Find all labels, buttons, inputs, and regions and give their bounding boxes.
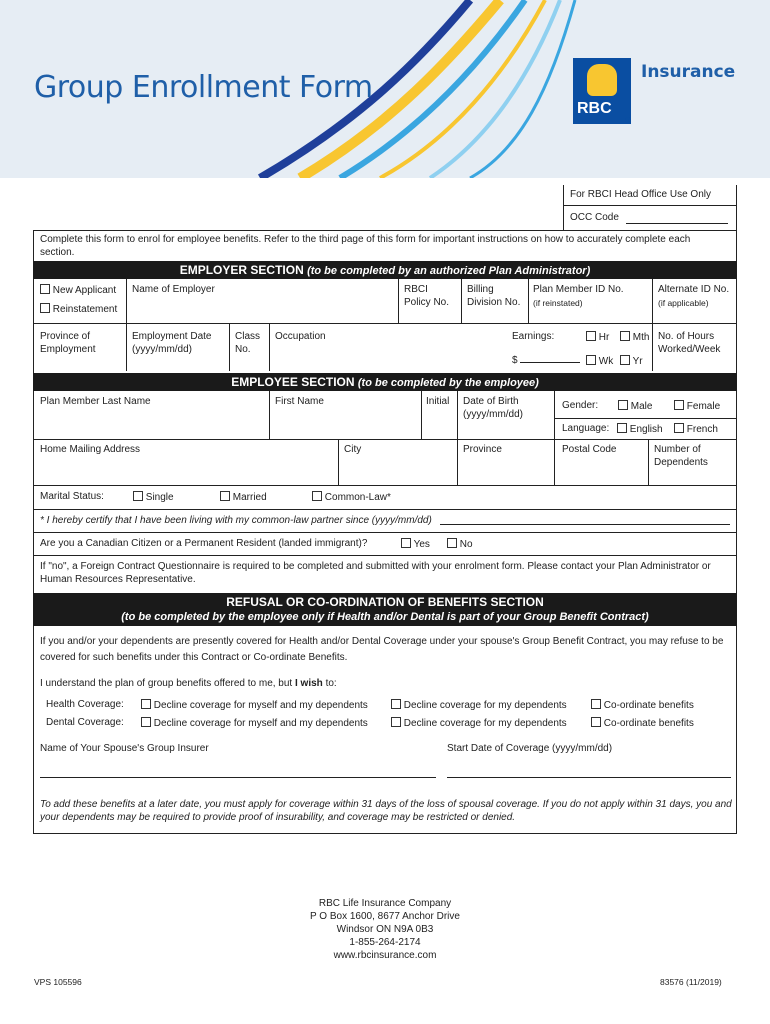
province-employment-label: Province of Employment — [40, 331, 96, 355]
earnings-label: Earnings: — [512, 331, 555, 342]
company-phone: 1-855-264-2174 — [349, 937, 421, 948]
form-code-left: VPS 105596 — [34, 977, 82, 987]
citizen-yes-option[interactable]: Yes — [401, 538, 430, 552]
spouse-insurer-label: Name of Your Spouse's Group Insurer — [40, 743, 209, 754]
dental-decline-dep-checkbox[interactable] — [391, 717, 401, 727]
reinstatement-checkbox[interactable] — [40, 303, 50, 313]
health-coverage-label: Health Coverage: — [46, 699, 124, 710]
health-decline-self-checkbox[interactable] — [141, 699, 151, 709]
dental-coverage-label: Dental Coverage: — [46, 717, 124, 728]
french-option[interactable]: French — [674, 423, 718, 437]
alternate-id-label: Alternate ID No. (if applicable) — [658, 284, 730, 308]
married-checkbox[interactable] — [220, 491, 230, 501]
employer-name-label: Name of Employer — [132, 284, 215, 295]
new-applicant-option[interactable]: New Applicant — [40, 284, 116, 298]
wk-option[interactable]: Wk — [586, 355, 613, 369]
female-checkbox[interactable] — [674, 400, 684, 410]
hours-per-week-label: No. of Hours Worked/Week — [658, 331, 721, 355]
lion-icon — [587, 64, 617, 96]
dental-decline-self-option[interactable]: Decline coverage for myself and my dependents — [141, 717, 368, 731]
male-checkbox[interactable] — [618, 400, 628, 410]
single-checkbox[interactable] — [133, 491, 143, 501]
yr-checkbox[interactable] — [620, 355, 630, 365]
female-option[interactable]: Female — [674, 400, 720, 414]
english-option[interactable]: English — [617, 423, 663, 437]
city-label: City — [344, 444, 362, 455]
employee-heading-title: EMPLOYEE SECTION — [231, 375, 355, 389]
earnings-field[interactable]: $ — [512, 355, 580, 368]
company-website[interactable]: www.rbcinsurance.com — [333, 950, 437, 961]
yes-checkbox[interactable] — [401, 538, 411, 548]
intro-text: Complete this form to enrol for employee benefits. Refer to the third page of this form for important instructions on how to accurately complete each section. — [40, 234, 691, 258]
dental-coordinate-option[interactable]: Co-ordinate benefits — [591, 717, 694, 731]
health-decline-self-option[interactable]: Decline coverage for myself and my dependents — [141, 699, 368, 713]
initial-label: Initial — [426, 396, 450, 407]
employer-section-heading — [33, 261, 737, 279]
common-law-date-field[interactable] — [440, 524, 730, 525]
later-enrolment-note: To add these benefits at a later date, you must apply for coverage within 31 days of the loss of spousal coverage. If you do not apply within 31 days, you and your dependents may be required to provide proof of insurability, and coverage may be restricted or denied. — [40, 799, 732, 823]
class-no-label: Class No. — [235, 331, 261, 355]
hr-checkbox[interactable] — [586, 331, 596, 341]
brand-insurance: Insurance — [641, 62, 736, 82]
gender-label: Gender: — [562, 400, 599, 411]
wk-checkbox[interactable] — [586, 355, 596, 365]
province-label: Province — [463, 444, 502, 455]
no-checkbox[interactable] — [447, 538, 457, 548]
start-date-field[interactable] — [447, 777, 731, 778]
postal-code-label: Postal Code — [562, 444, 617, 455]
office-use-box — [563, 185, 737, 231]
marital-status-label: Marital Status: — [40, 491, 104, 502]
plan-member-id-label: Plan Member ID No. (if reinstated) — [533, 284, 624, 308]
english-checkbox[interactable] — [617, 423, 627, 433]
language-label: Language: — [562, 423, 610, 434]
employee-heading-note: (to be completed by the employee) — [357, 377, 539, 389]
male-option[interactable]: Male — [618, 400, 652, 414]
married-option[interactable]: Married — [220, 491, 267, 505]
company-address — [235, 897, 535, 962]
mth-option[interactable]: Mth — [620, 331, 649, 345]
health-decline-dep-checkbox[interactable] — [391, 699, 401, 709]
foreign-contract-note: If "no", a Foreign Contract Questionnaire is required to be completed and submitted with your enrolment form. Please contact your Plan Administrator or Human Resources Representative. — [40, 561, 711, 585]
company-city: Windsor ON N9A 0B3 — [336, 924, 434, 935]
employment-date-label: Employment Date (yyyy/mm/dd) — [132, 331, 212, 355]
refusal-section-heading — [33, 593, 737, 626]
employer-heading-note: (to be completed by an authorized Plan Administrator) — [307, 265, 591, 277]
logo-text: RBC — [577, 100, 612, 117]
form-title: Group Enrollment Form — [34, 70, 373, 105]
health-coordinate-option[interactable]: Co-ordinate benefits — [591, 699, 694, 713]
employee-section-heading — [33, 373, 737, 391]
form-header — [0, 0, 770, 178]
understand-statement: I understand the plan of group benefits offered to me, but I wish to: — [40, 678, 337, 689]
common-law-checkbox[interactable] — [312, 491, 322, 501]
rbci-policy-label: RBCI Policy No. — [404, 284, 450, 308]
rbc-logo — [573, 58, 631, 124]
company-name: RBC Life Insurance Company — [318, 898, 452, 909]
registered-mark: ® — [625, 116, 631, 125]
single-option[interactable]: Single — [133, 491, 174, 505]
dental-coordinate-checkbox[interactable] — [591, 717, 601, 727]
health-decline-dep-option[interactable]: Decline coverage for my dependents — [391, 699, 567, 713]
new-applicant-checkbox[interactable] — [40, 284, 50, 294]
form-code-right: 83576 (11/2019) — [660, 977, 722, 987]
yr-option[interactable]: Yr — [620, 355, 643, 369]
occ-code-label: OCC Code — [570, 212, 619, 223]
company-po-box: P O Box 1600, 8677 Anchor Drive — [310, 911, 460, 922]
refusal-paragraph: If you and/or your dependents are presently covered for Health and/or Dental Coverage under your spouse's Group Benefit Contract, you may refuse to be covered for such benefits under this Contract or Co-ordinate Benefits. — [40, 636, 724, 663]
spouse-insurer-field[interactable] — [40, 777, 436, 778]
common-law-option[interactable]: Common-Law* — [312, 491, 391, 505]
office-use-heading: For RBCI Head Office Use Only — [570, 189, 711, 200]
hr-option[interactable]: Hr — [586, 331, 609, 345]
citizen-no-option[interactable]: No — [447, 538, 473, 552]
citizen-question: Are you a Canadian Citizen or a Permanent Resident (landed immigrant)? — [40, 538, 368, 549]
french-checkbox[interactable] — [674, 423, 684, 433]
dental-decline-self-checkbox[interactable] — [141, 717, 151, 727]
first-name-label: First Name — [275, 396, 324, 407]
billing-division-label: Billing Division No. — [467, 284, 521, 308]
occupation-label: Occupation — [275, 331, 326, 342]
occ-code-field[interactable] — [626, 223, 728, 224]
reinstatement-option[interactable]: Reinstatement — [40, 303, 117, 317]
mth-checkbox[interactable] — [620, 331, 630, 341]
dependents-label: Number of Dependents — [654, 444, 708, 468]
common-law-certify: * I hereby certify that I have been living with my common-law partner since (yyyy/mm/dd) — [40, 515, 432, 526]
refusal-heading-note: (to be completed by the employee only if Health and/or Dental is part of your Group Benefit Contract) — [121, 611, 649, 623]
refusal-heading-title: REFUSAL OR CO-ORDINATION OF BENEFITS SECTION — [226, 595, 544, 609]
start-date-label: Start Date of Coverage (yyyy/mm/dd) — [447, 743, 613, 754]
employer-heading-title: EMPLOYER SECTION — [179, 263, 304, 277]
last-name-label: Plan Member Last Name — [40, 396, 151, 407]
health-coordinate-checkbox[interactable] — [591, 699, 601, 709]
address-label: Home Mailing Address — [40, 444, 141, 455]
dob-label: Date of Birth (yyyy/mm/dd) — [463, 396, 523, 420]
dental-decline-dep-option[interactable]: Decline coverage for my dependents — [391, 717, 567, 731]
